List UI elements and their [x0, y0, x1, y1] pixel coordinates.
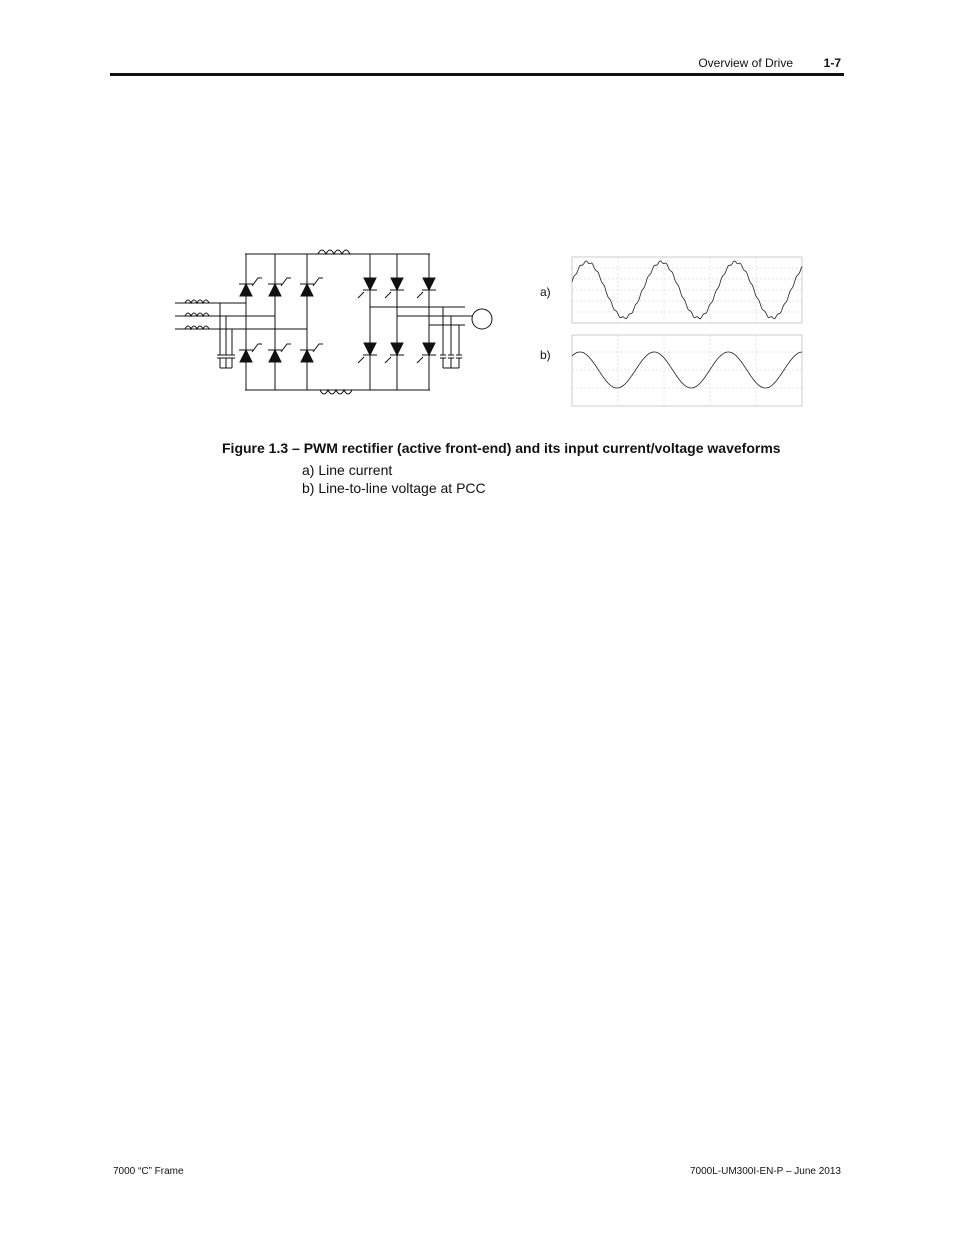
- figure-item-b: b) Line-to-line voltage at PCC: [302, 480, 486, 496]
- pwm-rectifier-schematic: [175, 240, 505, 415]
- waveform-plots: [560, 240, 805, 415]
- panel-label-a: a): [540, 285, 551, 299]
- page-number: 1-7: [823, 56, 841, 70]
- figure-caption: Figure 1.3 – PWM rectifier (active front-end) and its input current/voltage waveforms: [222, 440, 781, 456]
- panel-label-b: b): [540, 348, 551, 362]
- header-rule: [110, 73, 844, 76]
- footer-right: 7000L-UM300I-EN-P – June 2013: [689, 1166, 841, 1177]
- line-voltage-waveform: [572, 352, 802, 388]
- footer-left: 7000 “C” Frame: [113, 1166, 184, 1177]
- running-header-title: Overview of Drive: [698, 56, 793, 70]
- figure-item-a: a) Line current: [302, 462, 393, 478]
- line-current-waveform: [572, 261, 802, 319]
- figure-1-3: [175, 240, 815, 415]
